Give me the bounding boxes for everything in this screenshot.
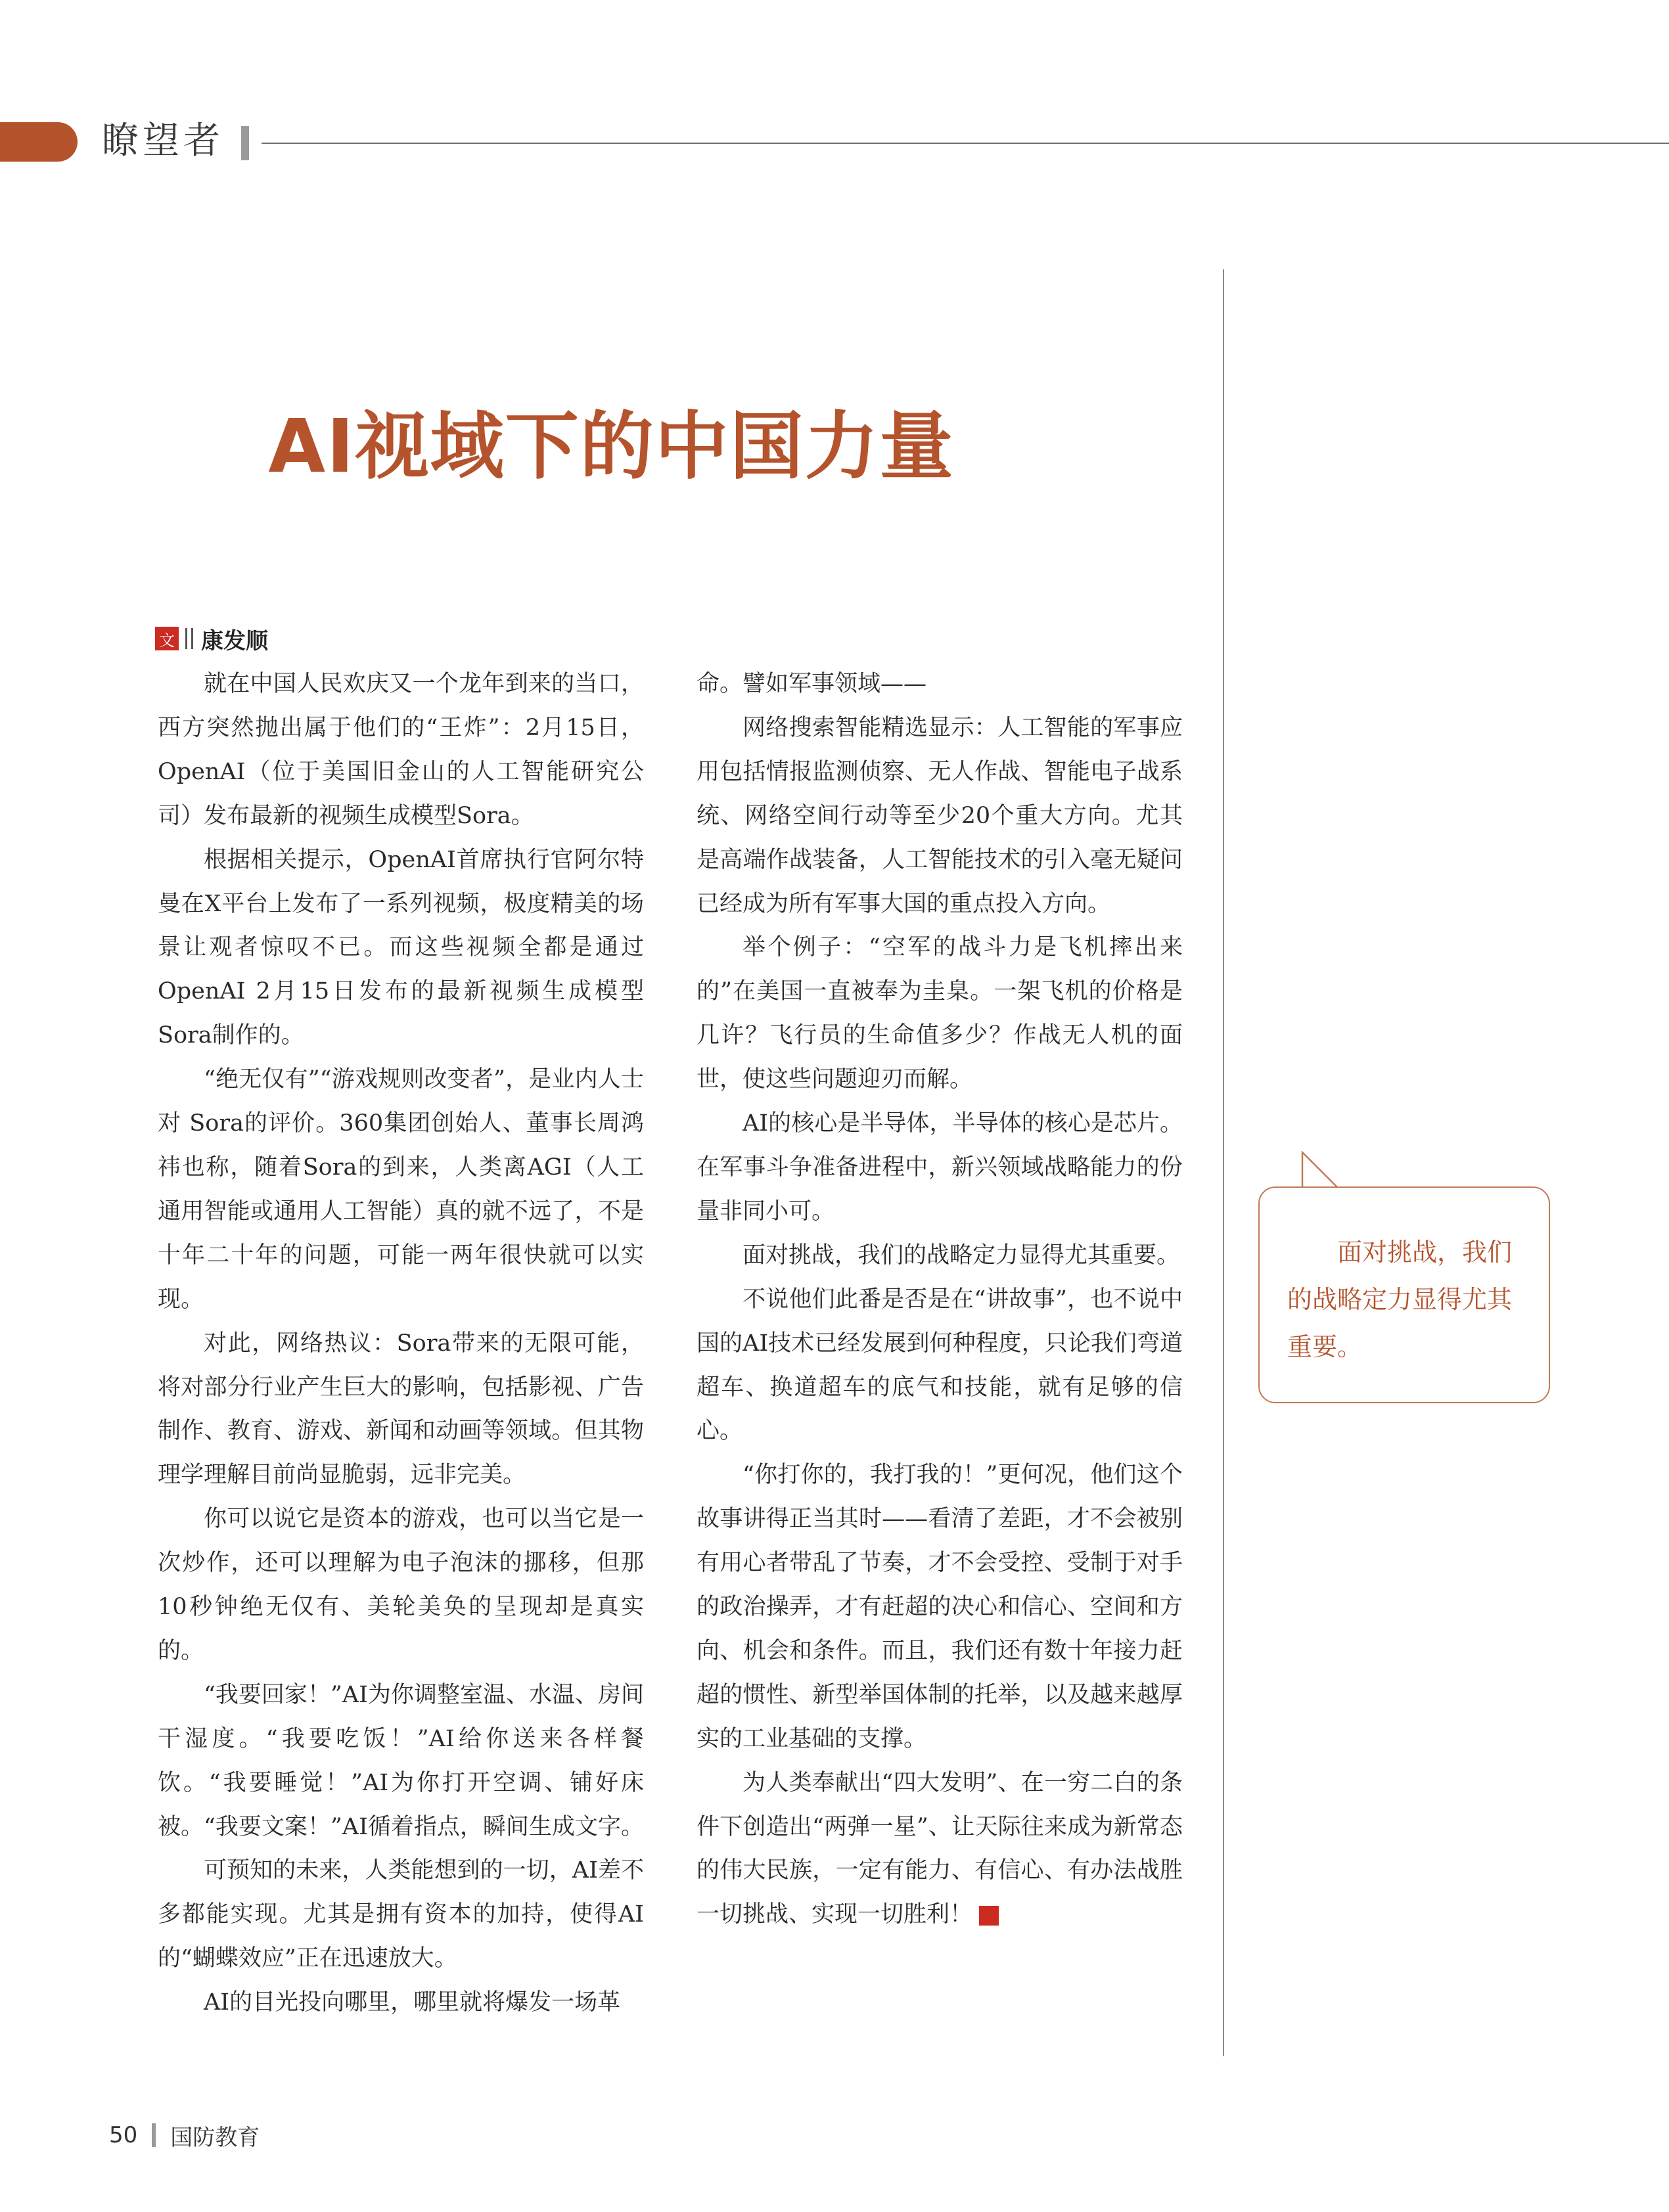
author-badge-icon: 文 xyxy=(155,627,179,650)
paragraph: 就在中国人民欢庆又一个龙年到来的当口，西方突然抛出属于他们的“王炸”：2月15日，OpenAI（位于美国旧金山的人工智能研究公司）发布最新的视频生成模型Sora。 xyxy=(158,671,644,829)
pull-quote-text: 面对挑战，我们的战略定力显得尤其重要。 xyxy=(1287,1238,1513,1361)
paragraph: 网络搜索智能精选显示：人工智能的军事应用包括情报监测侦察、无人作战、智能电子战系统、网络空间行动等至少20个重大方向。尤其是高端作战装备，人工智能技术的引入毫无疑问已经成为所有军事大国的重点投入方向。 xyxy=(697,714,1183,917)
author-name: 康发顺 xyxy=(201,627,268,654)
paragraph: “你打你的，我打我的！”更何况，他们这个故事讲得正当其时——看清了差距，才不会被别有用心者带乱了节奏，才不会受控、受制于对手的政治操弄，才有赶超的决心和信心、空间和方向、机会和条件。而且，我们还有数十年接力赶超的惯性、新型举国体制的托举，以及越来越厚实的工业基础的支撑。 xyxy=(697,1462,1183,1752)
paragraph: 面对挑战，我们的战略定力显得尤其重要。 xyxy=(743,1242,1180,1269)
byline-separator xyxy=(185,628,193,649)
paragraph: 不说他们此番是否是在“讲故事”，也不说中国的AI技术已经发展到何种程度，只论我们弯道超车、换道超车的底气和技能，就有足够的信心。 xyxy=(697,1286,1183,1445)
magazine-name: 国防教育 xyxy=(170,2124,260,2151)
footer-separator xyxy=(152,2123,156,2147)
column-divider xyxy=(1223,269,1224,2056)
section-tab xyxy=(0,122,78,162)
paragraph: 你可以说它是资本的游戏，也可以当它是一次炒作，还可以理解为电子泡沫的挪移，但那10秒钟绝无仅有、美轮美奂的呈现却是真实的。 xyxy=(158,1506,644,1664)
paragraph: 可预知的未来，人类能想到的一切，AI差不多都能实现。尤其是拥有资本的加持，使得AI的“蝴蝶效应”正在迅速放大。 xyxy=(158,1857,644,1972)
page-number: 50 xyxy=(109,2122,138,2148)
paragraph: 根据相关提示，OpenAI首席执行官阿尔特曼在X平台上发布了一系列视频，极度精美的场景让观者惊叹不已。而这些视频全都是通过OpenAI 2月15日发布的最新视频生成模型Sora制作的。 xyxy=(158,846,644,1049)
article-title: AI视域下的中国力量 xyxy=(268,404,955,489)
paragraph: “绝无仅有”“游戏规则改变者”，是业内人士对 Sora的评价。360集团创始人、董事长周鸿祎也称，随着Sora的到来，人类离AGI（人工通用智能或通用人工智能）真的就不远了，不是十年二十年的问题，可能一两年很快就可以实现。 xyxy=(158,1066,644,1313)
paragraph: “我要回家！”AI为你调整室温、水温、房间干湿度。“我要吃饭！”AI给你送来各样餐饮。“我要睡觉！”AI为你打开空调、铺好床被。“我要文案！”AI循着指点，瞬间生成文字。 xyxy=(158,1681,644,1840)
paragraph: 对此，网络热议：Sora带来的无限可能，将对部分行业产生巨大的影响，包括影视、广告制作、教育、游戏、新闻和动画等领域。但其物理学理解目前尚显脆弱，远非完美。 xyxy=(158,1330,644,1489)
callout-tail xyxy=(1301,1151,1340,1189)
paragraph: 举个例子：“空军的战斗力是飞机摔出来的”在美国一直被奉为圭臬。一架飞机的价格是几许？飞行员的生命值多少？作战无人机的面世，使这些问题迎刃而解。 xyxy=(697,934,1183,1093)
header-rule xyxy=(262,143,1669,144)
article-column-left xyxy=(158,662,644,2025)
paragraph: AI的目光投向哪里，哪里就将爆发一场革 xyxy=(204,1989,621,2016)
pull-quote-box xyxy=(1258,1186,1550,1403)
paragraph: AI的核心是半导体，半导体的核心是芯片。在军事斗争准备进程中，新兴领域战略能力的份量非同小可。 xyxy=(697,1110,1183,1225)
page-footer xyxy=(109,2119,260,2152)
header-separator xyxy=(241,126,249,160)
paragraph-text: 为人类奉献出“四大发明”、在一穷二白的条件下创造出“两弹一星”、让天际往来成为新常态的伟大民族，一定有能力、有信心、有办法战胜一切挑战、实现一切胜利！ xyxy=(697,1769,1183,1928)
byline xyxy=(155,624,268,653)
section-title: 瞭望者 xyxy=(102,120,224,162)
article-column-right xyxy=(697,662,1183,1937)
end-mark-icon: G xyxy=(979,1906,999,1926)
paragraph-continued: 命。譬如军事领域—— xyxy=(697,671,927,697)
paragraph-final xyxy=(697,1761,1183,1937)
